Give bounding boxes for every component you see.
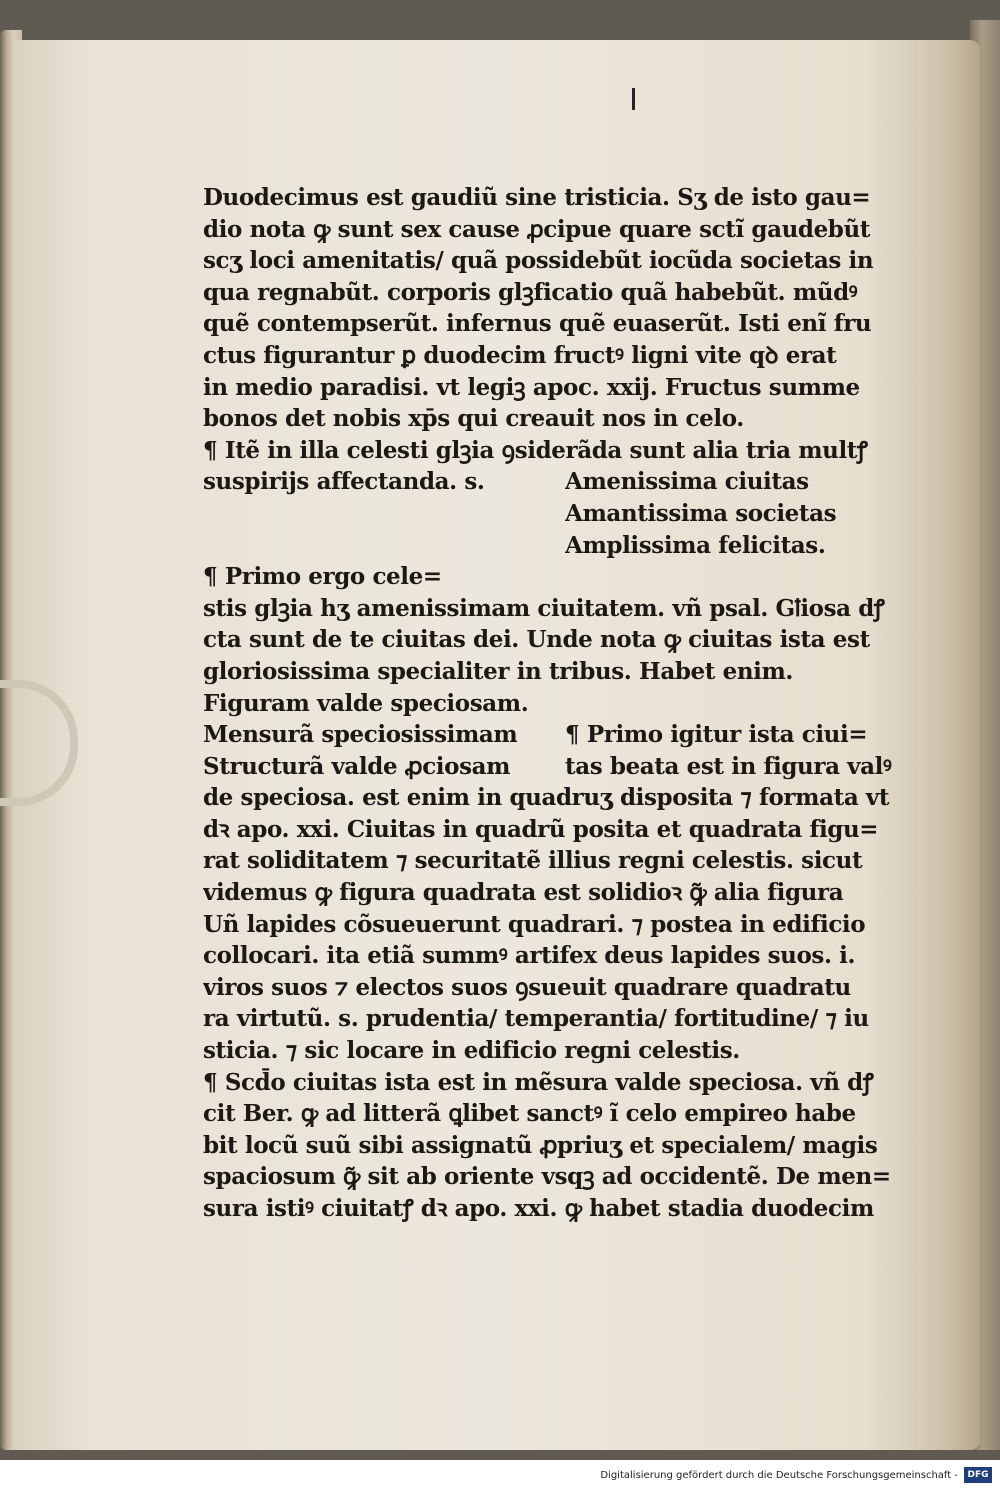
list-left: ¶ Primo ergo cele= <box>203 563 442 591</box>
text-line: ra virtutũ. s. prudentia/ temperantia/ fortitudine/ ⁊ iu <box>203 1005 869 1033</box>
text-line: viros suos ⁊ electos suos ꝯsueuit quadrare quadratu <box>203 973 851 1001</box>
text-line: Uñ lapides cõsueuerunt quadrari. ⁊ postea in edificio <box>203 910 866 938</box>
text-line: quẽ contempserũt. infernus quẽ euaserũt. Isti enĩ fru <box>203 310 872 338</box>
text-line: sura istiꝰ ciuitatꝭ dꝛ apo. xxi. ꝙ habet stadia duodecim <box>203 1195 874 1222</box>
page-text <box>203 182 903 1225</box>
text-line: videmus ꝙ figura quadrata est solidioꝛ ꝙ̃ alia figura <box>203 879 844 907</box>
text-line: ¶ Itẽ in illa celesti glꝫia ꝯsiderãda sunt alia tria multꝭ <box>203 436 868 464</box>
dfg-logo[interactable]: DFG <box>964 1467 992 1483</box>
text-line: collocari. ita etiã summꝰ artifex deus lapides suos. i. <box>203 942 856 970</box>
list-row <box>203 498 903 530</box>
text-line: cta sunt de te ciuitas dei. Unde nota ꝙ ciuitas ista est <box>203 626 870 654</box>
text-line: scʒ loci amenitatis/ quã possidebũt iocũda societas in <box>203 247 874 275</box>
list-row <box>203 530 903 562</box>
ink-mark <box>632 88 635 110</box>
text-line: sticia. ⁊ sic locare in edificio regni celestis. <box>203 1037 740 1065</box>
text-line: qua regnabũt. corporis glꝫficatio quã habebũt. mũdꝰ <box>203 278 858 306</box>
list-left: Figuram valde speciosam. <box>203 689 529 717</box>
list-right: tas beata est in figura valꝰ <box>565 752 892 780</box>
text-line: in medio paradisi. vt legiꝫ apoc. xxij. Fructus summe <box>203 373 860 401</box>
list-left: Structurã valde ꝓciosam <box>203 752 511 780</box>
text-line: spaciosum ꝙ̃ sit ab oriente vsqꝫ ad occidentẽ. De men= <box>203 1163 891 1191</box>
footer-credit: Digitalisierung gefördert durch die Deutsche Forschungsgemeinschaft - <box>600 1470 958 1481</box>
text-line: ctus figurantur ꝑ duodecim fructꝰ ligni vite qꝺ erat <box>203 341 837 369</box>
text-line: ¶ Scd̄o ciuitas ista est in mẽsura valde speciosa. vñ dꝭ <box>203 1068 874 1096</box>
list-row <box>203 751 903 783</box>
list-row <box>203 466 903 498</box>
text-line: rat soliditatem ⁊ securitatẽ illius regni celestis. sicut <box>203 847 863 875</box>
list-left: suspirijs affectanda. s. <box>203 468 485 496</box>
list-left: Mensurã speciosissimam <box>203 721 518 749</box>
list-right: Amplissima felicitas. <box>565 531 826 559</box>
text-line: dio nota ꝙ sunt sex cause ꝓcipue quare sctĩ gaudebũt <box>203 215 871 243</box>
list-right: ¶ Primo igitur ista ciui= <box>565 721 868 749</box>
text-line: Duodecimus est gaudiũ sine tristicia. Sʒ de isto gau= <box>203 184 871 211</box>
list-left <box>203 530 565 562</box>
footer-bar <box>0 1460 1000 1494</box>
text-line: cit Ber. ꝙ ad litterã ꝗlibet sanctꝰ ĩ celo empireo habe <box>203 1100 856 1128</box>
text-line: de speciosa. est enim in quadruʒ disposita ⁊ formata vt <box>203 784 890 812</box>
list-row <box>203 688 903 720</box>
list-row <box>203 561 903 593</box>
list-right: Amenissima ciuitas <box>565 468 809 496</box>
text-line: bonos det nobis xp̄s qui creauit nos in celo. <box>203 405 744 433</box>
list-row <box>203 719 903 751</box>
text-line: stis glꝫia hʒ amenissimam ciuitatem. vñ psal. Gꝉiosa dꝭ <box>203 594 885 622</box>
list-right: Amantissima societas <box>565 499 837 527</box>
text-line: dꝛ apo. xxi. Ciuitas in quadrũ posita et quadrata figu= <box>203 815 879 843</box>
text-line: gloriosissima specialiter in tribus. Habet enim. <box>203 657 794 685</box>
text-line: bit locũ suũ sibi assignatũ ꝓpriuʒ et specialem/ magis <box>203 1131 878 1159</box>
list-right <box>565 561 903 593</box>
list-right <box>565 688 903 720</box>
list-left <box>203 498 565 530</box>
